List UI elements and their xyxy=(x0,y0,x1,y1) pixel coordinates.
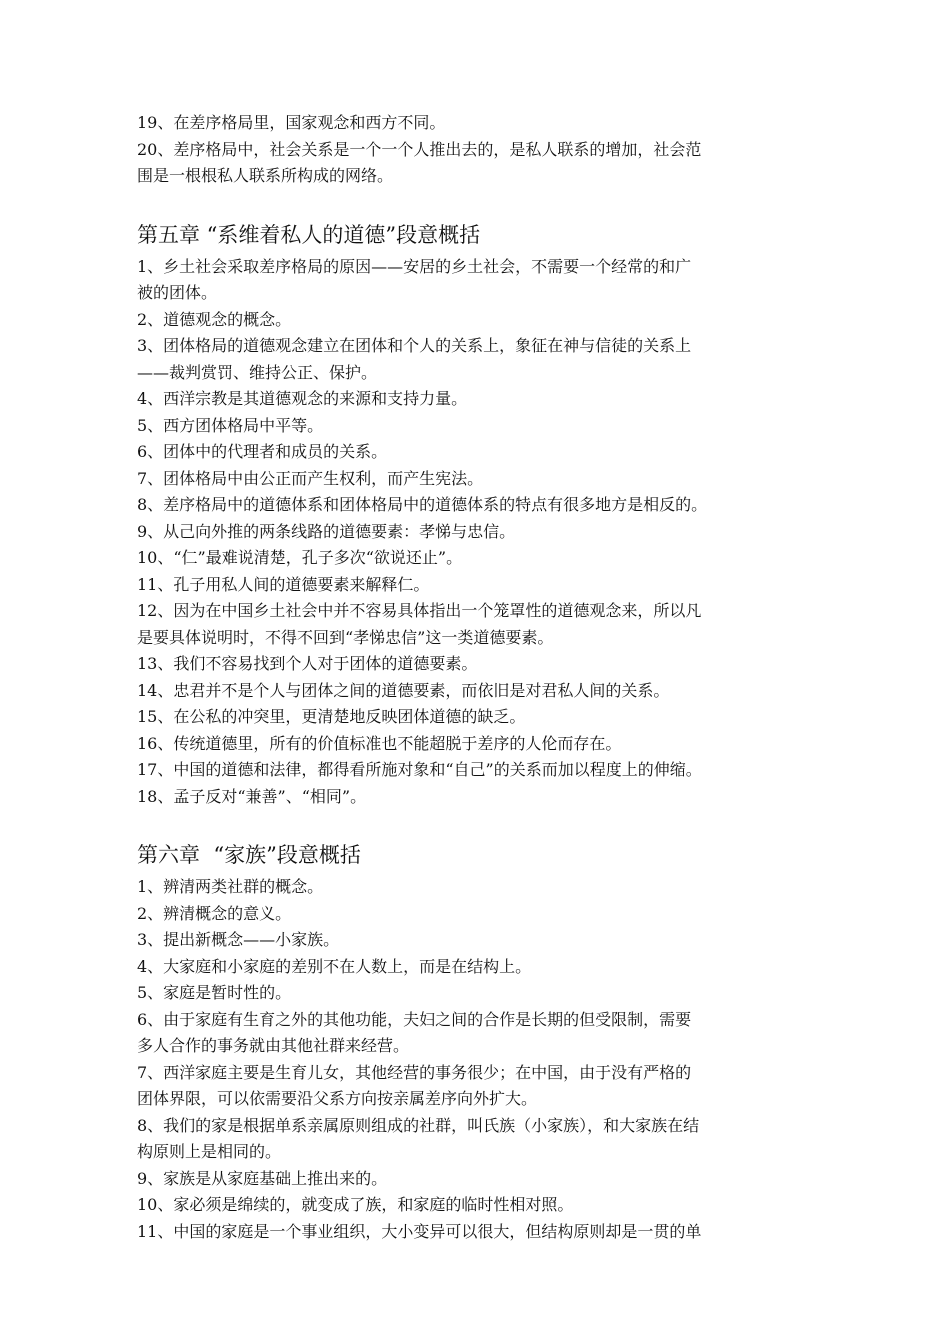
list-item: 7、西洋家庭主要是生育儿女，其他经营的事务很少；在中国，由于没有严格的 xyxy=(137,1062,692,1082)
list-item: 6、由于家庭有生育之外的其他功能，夫妇之间的合作是长期的但受限制，需要 xyxy=(137,1009,692,1029)
list-item: 7、团体格局中由公正而产生权利，而产生宪法。 xyxy=(137,468,484,488)
list-item: 12、因为在中国乡土社会中并不容易具体指出一个笼罩性的道德观念来，所以凡 xyxy=(137,601,702,620)
list-item: 3、团体格局的道德观念建立在团体和个人的关系上，象征在神与信徒的关系上 xyxy=(137,336,692,355)
list-item: 多人合作的事务就由其他社群来经营。 xyxy=(137,1036,410,1055)
list-item: 被的团体。 xyxy=(137,283,218,302)
list-item: 14、忠君并不是个人与团体之间的道德要素，而依旧是对君私人间的关系。 xyxy=(137,680,670,700)
list-item: 10、家必须是绵续的，就变成了族，和家庭的临时性相对照。 xyxy=(137,1195,574,1214)
list-item: 8、我们的家是根据单系亲属原则组成的社群，叫氏族（小家族），和大家族在结 xyxy=(137,1115,700,1135)
list-item: 6、团体中的代理者和成员的关系。 xyxy=(137,442,388,461)
list-item: 构原则上是相同的。 xyxy=(137,1142,282,1161)
list-item: 18、孟子反对“兼善”、“相同”。 xyxy=(137,786,367,806)
continued-items xyxy=(137,110,827,190)
list-item: 2、道德观念的概念。 xyxy=(137,309,292,329)
list-item: 是要具体说明时，不得不回到“孝悌忠信”这一类道德要素。 xyxy=(137,627,554,647)
chapter6-list xyxy=(137,874,827,1245)
list-item: 5、家庭是暂时性的。 xyxy=(137,983,292,1002)
list-item: 10、“仁”最难说清楚，孔子多次“欲说还止”。 xyxy=(137,548,463,567)
list-item: 4、西洋宗教是其道德观念的来源和支持力量。 xyxy=(137,389,468,408)
list-item: 5、西方团体格局中平等。 xyxy=(137,415,324,435)
document-page xyxy=(137,110,827,1245)
list-item: 13、我们不容易找到个人对于团体的道德要素。 xyxy=(137,654,478,673)
list-item: ——裁判赏罚、维持公正、保护。 xyxy=(137,362,378,382)
chapter6-title: 第六章 “家族”段意概括 xyxy=(137,843,361,867)
list-item: 11、中国的家庭是一个事业组织，大小变异可以很大，但结构原则却是一贯的单 xyxy=(137,1221,702,1241)
chapter5-list xyxy=(137,254,827,811)
list-item: 2、辨清概念的意义。 xyxy=(137,903,292,923)
list-item: 11、孔子用私人间的道德要素来解释仁。 xyxy=(137,574,430,594)
list-item: 15、在公私的冲突里，更清楚地反映团体道德的缺乏。 xyxy=(137,707,526,726)
chapter5-title: 第五章 “系维着私人的道德”段意概括 xyxy=(137,222,481,247)
list-item: 9、从己向外推的两条线路的道德要素：孝悌与忠信。 xyxy=(137,521,516,541)
list-item: 3、提出新概念——小家族。 xyxy=(137,930,340,949)
list-item: 8、差序格局中的道德体系和团体格局中的道德体系的特点有很多地方是相反的。 xyxy=(137,495,708,514)
list-item: 17、中国的道德和法律，都得看所施对象和“自己”的关系而加以程度上的伸缩。 xyxy=(137,760,702,779)
list-item: 团体界限，可以依需要沿父系方向按亲属差序向外扩大。 xyxy=(137,1089,538,1108)
list-item: 9、家族是从家庭基础上推出来的。 xyxy=(137,1168,388,1188)
list-item: 围是一根根私人联系所构成的网络。 xyxy=(137,166,394,185)
list-item: 4、大家庭和小家庭的差别不在人数上，而是在结构上。 xyxy=(137,956,532,976)
list-item: 20、差序格局中，社会关系是一个一个人推出去的，是私人联系的增加，社会范 xyxy=(137,139,702,159)
list-item: 1、乡土社会采取差序格局的原因——安居的乡土社会，不需要一个经常的和广 xyxy=(137,256,692,276)
list-item: 16、传统道德里，所有的价值标准也不能超脱于差序的人伦而存在。 xyxy=(137,733,622,753)
list-item: 1、辨清两类社群的概念。 xyxy=(137,877,324,896)
list-item: 19、在差序格局里，国家观念和西方不同。 xyxy=(137,113,446,132)
